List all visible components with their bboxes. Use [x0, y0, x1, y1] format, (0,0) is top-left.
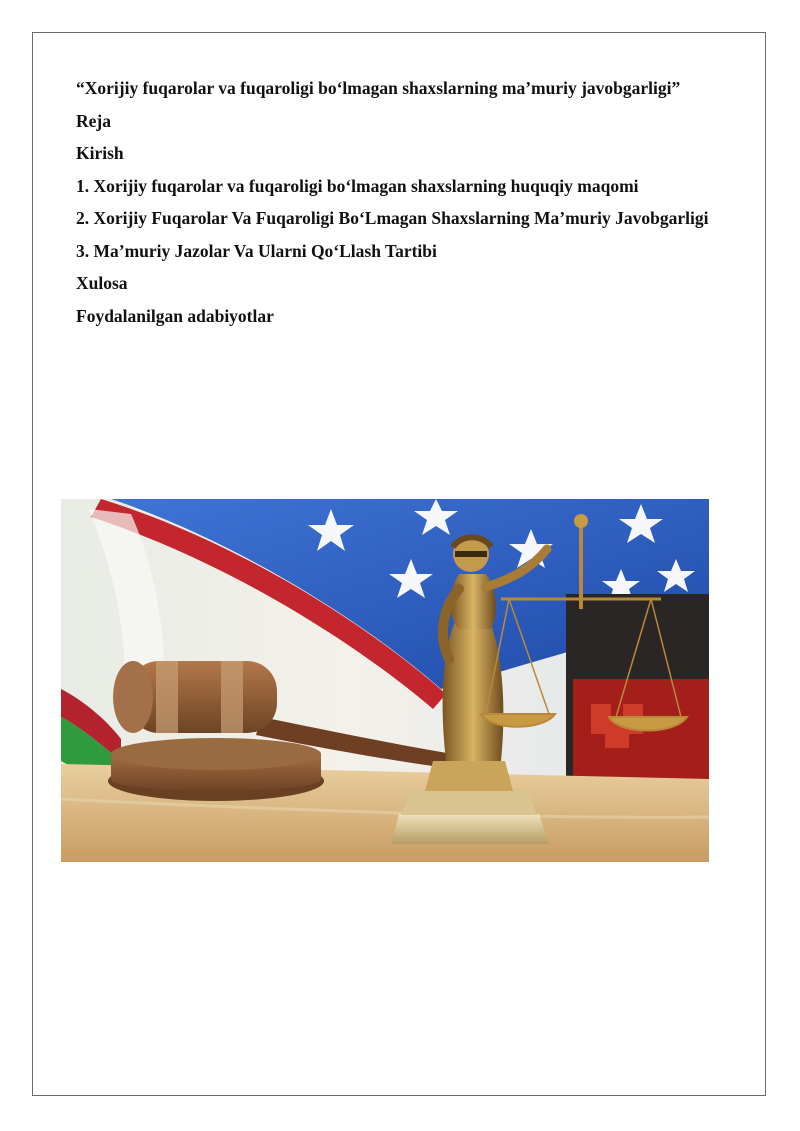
toc-item-2: 2. Xorijiy Fuqarolar Va Fuqaroligi Bo‘Lmagan Shaxslarning Ma’muriy Javobgarligi — [76, 208, 709, 228]
toc-item-conclusion: Xulosa — [76, 273, 128, 293]
document-title: “Xorijiy fuqarolar va fuqaroligi bo‘lmagan shaxslarning ma’muriy javobgarligi” — [76, 78, 681, 98]
toc-item-references: Foydalanilgan adabiyotlar — [76, 305, 274, 326]
plan-heading: Reja — [76, 110, 111, 131]
justice-illustration — [61, 499, 709, 862]
toc-item-1: 1. Xorijiy fuqarolar va fuqaroligi bo‘lmagan shaxslarning huquqiy maqomi — [76, 175, 639, 196]
toc-item-intro: Kirish — [76, 143, 124, 163]
toc-item-3: 3. Ma’muriy Jazolar Va Ularni Qo‘Llash Tartibi — [76, 240, 437, 261]
document-body — [76, 72, 723, 332]
